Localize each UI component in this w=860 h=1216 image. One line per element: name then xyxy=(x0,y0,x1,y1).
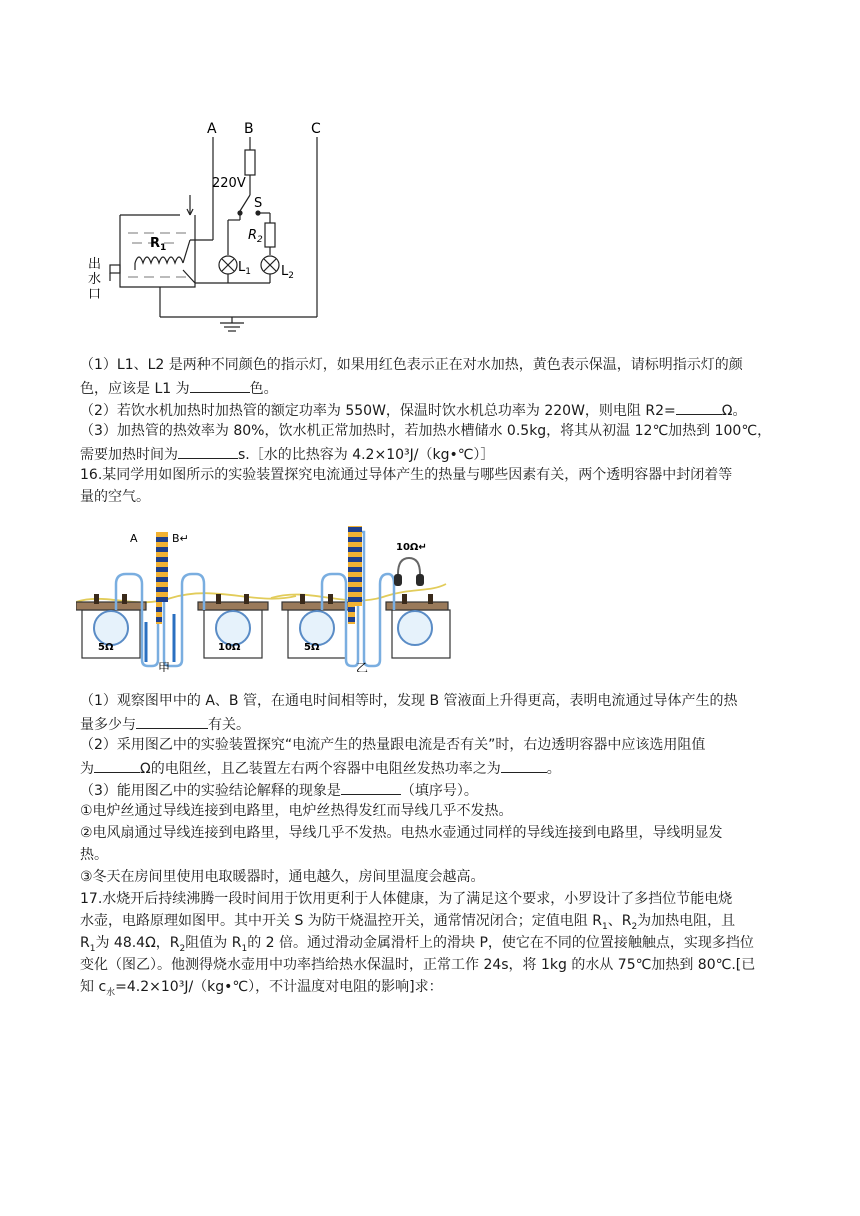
external-resistor-label: 10Ω↵ xyxy=(396,542,427,553)
q17-line3-sub2: 2 xyxy=(179,943,186,954)
q17-line4: 变化（图乙）。他测得烧水壶用中功率挡给热水保温时，正常工作 24s，将 1kg 的水从 75℃加热到 80℃.[已 xyxy=(80,957,756,973)
q17-line5-text: 知 c xyxy=(80,979,107,995)
l2-label: $L_2$ xyxy=(281,264,294,281)
q16-answer-blank-2[interactable] xyxy=(94,756,140,773)
q15-part2-line xyxy=(80,398,780,422)
joule-heating-apparatus-figure xyxy=(76,522,452,672)
q17-line3-sub1: 1 xyxy=(89,943,96,954)
q17-line3-text: R xyxy=(80,935,90,951)
q16-part2-mid: Ω的电阻丝，且乙装置左右两个容器中电阻丝发热功率之为 xyxy=(140,761,501,777)
label-b: B xyxy=(244,121,254,137)
r1-label: $R_1$ xyxy=(150,236,167,253)
q16-option-2-line2: 热。 xyxy=(80,847,108,863)
q16-part2-suffix: 。 xyxy=(546,761,561,777)
caption-yi: 乙 xyxy=(356,661,369,672)
q17-line3-sub3: 1 xyxy=(241,943,248,954)
outlet-label-3: 口 xyxy=(88,287,102,302)
q15-part1-text: 色，应该是 L1 为 xyxy=(80,381,190,397)
outlet-label-2: 水 xyxy=(88,272,102,287)
q16-stem-line2: 量的空气。 xyxy=(80,489,150,505)
q17-line2-text: 水壶，电路原理如图甲。其中开关 S 为防干烧温控开关，通常情况闭合；定值电阻 R xyxy=(80,913,602,929)
left-resistor-label-yi: 5Ω xyxy=(304,642,320,653)
q16-stem-line1: 16.某同学用如图所示的实验装置探究电流通过导体产生的热量与哪些因素有关，两个透明容器中封闭着等 xyxy=(80,467,733,483)
q16-part1-line2 xyxy=(80,712,780,736)
q17-line2-suffix: 为加热电阻，且 xyxy=(637,913,736,929)
voltage-label: 220V xyxy=(212,176,246,191)
tube-b-label: B↵ xyxy=(172,532,189,545)
q15-part3-suffix: s.［水的比热容为 4.2×10³J/（kg•℃）］ xyxy=(238,447,495,463)
label-a: A xyxy=(207,121,217,137)
q15-part2-suffix: Ω。 xyxy=(721,403,747,419)
q17-line1: 17.水烧开后持续沸腾一段时间用于饮用更利于人体健康，为了满足这个要求，小罗设计了多挡位节能电烧 xyxy=(80,891,733,907)
label-c: C xyxy=(311,121,321,137)
q16-option-3: ③冬天在房间里使用电取暖器时，通电越久，房间里温度会越高。 xyxy=(80,869,485,885)
q17-r1-subscript: 1 xyxy=(601,921,608,932)
l1-label: $L_1$ xyxy=(238,260,251,277)
q15-answer-blank-3[interactable] xyxy=(178,442,238,459)
q17-line5 xyxy=(80,976,780,1004)
q16-option-1: ①电炉丝通过导线连接到电路里，电炉丝热得发红而导线几乎不发热。 xyxy=(80,803,513,819)
q16-part3-text: （3）能用图乙中的实验结论解释的现象是 xyxy=(80,783,341,799)
q17-line5-suffix: =4.2×10³J/（kg•℃），不计温度对电阻的影响]求： xyxy=(115,979,443,995)
q16-part2-text: 为 xyxy=(80,761,94,777)
q15-part1-line1: （1）L1、L2 是两种不同颜色的指示灯，如果用红色表示正在对水加热，黄色表示保温，请标明指示灯的颜 xyxy=(80,357,743,373)
q15-part2-text: （2）若饮水机加热时加热管的额定功率为 550W，保温时饮水机总功率为 220W，则电阻 R2= xyxy=(80,403,676,419)
q16-part2-line1: （2）采用图乙中的实验装置探究“电流产生的热量跟电流是否有关”时，右边透明容器中应该选用阻值 xyxy=(80,737,706,753)
q15-part3-text: 需要加热时间为 xyxy=(80,447,178,463)
q16-part1-line1: （1）观察图甲中的 A、B 管，在通电时间相等时，发现 B 管液面上升得更高，表明电流通过导体产生的热 xyxy=(80,693,738,709)
caption-jia: 甲 xyxy=(158,661,171,672)
q16-answer-blank-3[interactable] xyxy=(501,756,547,773)
q15-part1-line2 xyxy=(80,376,780,400)
q15-part1-suffix: 色。 xyxy=(249,381,278,397)
q16-part1-text: 量多少与 xyxy=(80,717,136,733)
q16-part2-line2 xyxy=(80,756,780,780)
q16-part1-suffix: 有关。 xyxy=(208,717,250,733)
q17-line3-mid1: 为 48.4Ω，R xyxy=(95,935,180,951)
q15-part3-line2 xyxy=(80,442,780,466)
q16-answer-blank-1[interactable] xyxy=(136,712,208,729)
q15-part3-line1: （3）加热管的热效率为 80%，饮水机正常加热时，若加热水槽储水 0.5kg，将其从初温 12℃加热到 100℃， xyxy=(80,423,772,439)
q17-line2-mid: 、R xyxy=(607,913,632,929)
outlet-label-1: 出 xyxy=(88,257,102,272)
q17-line3-mid2: 阻值为 R xyxy=(185,935,242,951)
tube-a-label: A xyxy=(130,532,138,545)
dispenser-circuit-diagram xyxy=(80,115,350,335)
left-resistor-label-jia: 5Ω xyxy=(98,642,114,653)
switch-label: S xyxy=(254,196,263,211)
q17-line3-suffix: 的 2 倍。通过滑动金属滑杆上的滑块 P，使它在不同的位置接触触点，实现多挡位 xyxy=(247,935,754,951)
q16-answer-blank-4[interactable] xyxy=(341,778,401,795)
r2-label: $R_2$ xyxy=(248,228,263,245)
q16-option-2-line1: ②电风扇通过导线连接到电路里，导线几乎不发热。电热水壶通过同样的导线连接到电路里，导线明显发 xyxy=(80,825,723,841)
q15-answer-blank-1[interactable] xyxy=(190,376,250,393)
q16-part3-suffix: （填序号）。 xyxy=(400,783,478,799)
right-resistor-label-jia: 10Ω xyxy=(218,642,241,653)
q16-part3-line xyxy=(80,778,780,802)
q15-answer-blank-2[interactable] xyxy=(676,398,722,415)
q17-r2-subscript: 2 xyxy=(631,921,638,932)
q17-water-subscript: 水 xyxy=(106,987,116,998)
